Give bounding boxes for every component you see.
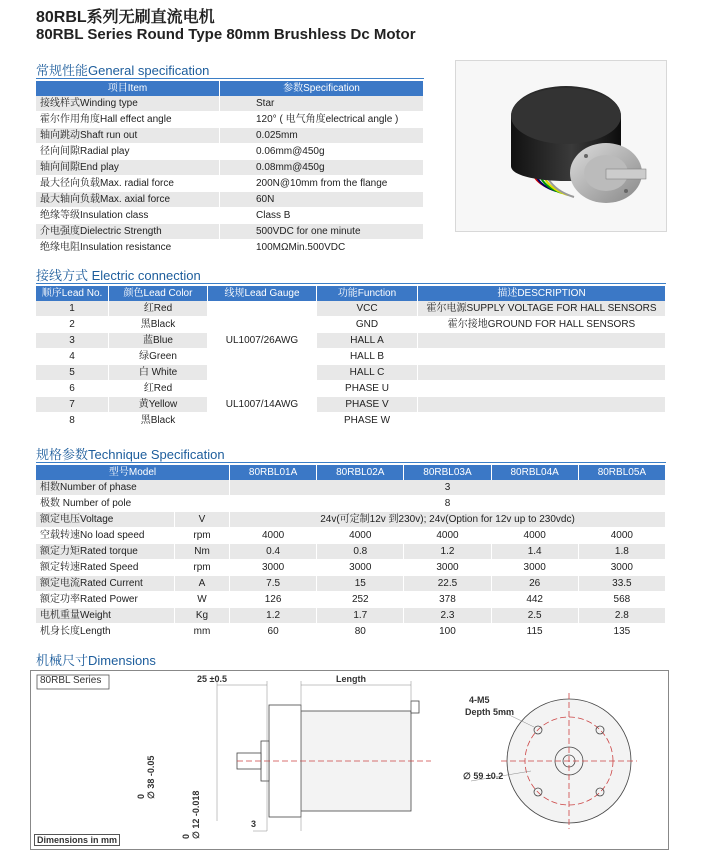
tech-value: 3000 xyxy=(578,560,665,576)
electric-row xyxy=(36,317,666,333)
tech-value: 1.4 xyxy=(491,544,578,560)
tech-value: 3000 xyxy=(404,560,491,576)
lead-description xyxy=(418,333,666,349)
electric-divider xyxy=(36,283,666,284)
electric-row xyxy=(36,333,666,349)
lead-function: PHASE W xyxy=(317,413,418,429)
general-row xyxy=(36,112,424,128)
general-col-item: 项目Item xyxy=(36,81,220,96)
tech-value: 4000 xyxy=(404,528,491,544)
general-row xyxy=(36,192,424,208)
tech-value: 26 xyxy=(491,576,578,592)
general-item: 径向间隙Radial play xyxy=(36,144,220,160)
electric-row xyxy=(36,381,666,397)
tech-value: 1.2 xyxy=(404,544,491,560)
lead-description xyxy=(418,397,666,413)
dim-38: 0 ∅ 38 -0.05 xyxy=(136,755,156,799)
tech-row-pole xyxy=(36,496,666,512)
tech-value: 135 xyxy=(578,624,665,640)
general-row xyxy=(36,208,424,224)
lead-description xyxy=(418,365,666,381)
depth-label: Depth 5mm xyxy=(465,707,515,717)
lead-no: 8 xyxy=(36,413,109,429)
tech-voltage-label: 额定电压Voltage xyxy=(36,512,175,528)
lead-gauge-group-2: UL1007/14AWG xyxy=(208,381,317,429)
general-item: 介电强度Dielectric Strength xyxy=(36,224,220,240)
tech-label: 额定转速Rated Speed xyxy=(36,560,175,576)
title-cn: 80RBL系列无刷直流电机 xyxy=(36,9,215,26)
tech-value: 15 xyxy=(317,576,404,592)
tech-value: 3000 xyxy=(491,560,578,576)
dim-3: 3 xyxy=(251,819,257,829)
tech-value: 33.5 xyxy=(578,576,665,592)
tech-label: 空载转速No load speed xyxy=(36,528,175,544)
electric-row xyxy=(36,413,666,429)
tech-value: 442 xyxy=(491,592,578,608)
units-label: Dimensions in mm xyxy=(34,834,120,846)
general-spec: Class B xyxy=(220,208,424,224)
tech-col-model-3: 80RBL03A xyxy=(404,465,491,480)
general-spec: 60N xyxy=(220,192,424,208)
general-spec: 500VDC for one minute xyxy=(220,224,424,240)
tech-row xyxy=(36,528,666,544)
lead-no: 4 xyxy=(36,349,109,365)
tech-col-model-2: 80RBL02A xyxy=(317,465,404,480)
tech-label: 电机重量Weight xyxy=(36,608,175,624)
tech-phase-value: 3 xyxy=(230,480,666,496)
tech-label: 机身长度Length xyxy=(36,624,175,640)
lead-no: 2 xyxy=(36,317,109,333)
lead-color: 红Red xyxy=(109,301,208,317)
general-item: 轴向跳动Shaft run out xyxy=(36,128,220,144)
tech-value: 2.8 xyxy=(578,608,665,624)
tech-value: 2.5 xyxy=(491,608,578,624)
lead-color: 红Red xyxy=(109,381,208,397)
general-row xyxy=(36,96,424,112)
tech-label: 额定力矩Rated torque xyxy=(36,544,175,560)
tech-value: 1.7 xyxy=(317,608,404,624)
tech-value: 378 xyxy=(404,592,491,608)
electric-row xyxy=(36,365,666,381)
lead-description xyxy=(418,349,666,365)
lead-description xyxy=(418,381,666,397)
general-section-title: 常规性能General specification xyxy=(36,63,210,78)
tech-row xyxy=(36,592,666,608)
lead-color: 白 White xyxy=(109,365,208,381)
tech-value: 3000 xyxy=(230,560,317,576)
general-item: 霍尔作用角度Hall effect angle xyxy=(36,112,220,128)
technique-divider xyxy=(36,462,666,463)
tech-unit: mm xyxy=(175,624,230,640)
general-row xyxy=(36,224,424,240)
electric-col-lead-no: 顺序Lead No. xyxy=(36,286,109,301)
electric-row xyxy=(36,397,666,413)
electric-col-description: 描述DESCRIPTION xyxy=(418,286,666,301)
electric-section-title: 接线方式 Electric connection xyxy=(36,268,201,283)
general-divider xyxy=(36,78,424,79)
tech-col-model-4: 80RBL04A xyxy=(491,465,578,480)
tech-value: 3000 xyxy=(317,560,404,576)
lead-function: HALL C xyxy=(317,365,418,381)
tech-value: 1.2 xyxy=(230,608,317,624)
general-spec: 0.08mm@450g xyxy=(220,160,424,176)
general-spec-table xyxy=(36,81,424,256)
technique-section-title: 规格参数Technique Specification xyxy=(36,447,225,462)
technique-spec-table xyxy=(36,465,666,640)
tech-value: 0.4 xyxy=(230,544,317,560)
tech-col-model: 型号Model xyxy=(36,465,230,480)
tech-pole-label: 极数 Number of pole xyxy=(36,496,230,512)
dimension-drawing-box xyxy=(30,670,669,850)
tech-value: 126 xyxy=(230,592,317,608)
lead-no: 6 xyxy=(36,381,109,397)
general-spec: 200N@10mm from the flange xyxy=(220,176,424,192)
series-label: 80RBL Series xyxy=(40,675,102,686)
tech-label: 额定功率Rated Power xyxy=(36,592,175,608)
lead-description xyxy=(418,413,666,429)
general-spec: 120° ( 电气角度electrical angle ) xyxy=(220,112,424,128)
lead-function: VCC xyxy=(317,301,418,317)
tech-value: 0.8 xyxy=(317,544,404,560)
tech-value: 2.3 xyxy=(404,608,491,624)
general-item: 绝缘等级Insulation class xyxy=(36,208,220,224)
general-spec: 100MΩMin.500VDC xyxy=(220,240,424,256)
general-col-spec: 参数Specification xyxy=(220,81,424,96)
lead-function: HALL B xyxy=(317,349,418,365)
tech-value: 1.8 xyxy=(578,544,665,560)
tech-value: 4000 xyxy=(317,528,404,544)
electric-connection-table xyxy=(36,286,666,429)
dimension-drawing xyxy=(31,671,668,849)
tech-value: 4000 xyxy=(230,528,317,544)
tech-value: 568 xyxy=(578,592,665,608)
tech-row-voltage xyxy=(36,512,666,528)
tech-row xyxy=(36,608,666,624)
tech-value: 4000 xyxy=(578,528,665,544)
general-row xyxy=(36,176,424,192)
lead-color: 黑Black xyxy=(109,317,208,333)
general-row xyxy=(36,160,424,176)
general-item: 最大径向负载Max. radial force xyxy=(36,176,220,192)
general-spec: 0.06mm@450g xyxy=(220,144,424,160)
general-row xyxy=(36,144,424,160)
electric-col-lead-gauge: 线规Lead Gauge xyxy=(208,286,317,301)
dimensions-section-title: 机械尺寸Dimensions xyxy=(36,653,156,668)
tech-unit: rpm xyxy=(175,528,230,544)
tech-value: 7.5 xyxy=(230,576,317,592)
dim-12: 0 ∅ 12 -0.018 xyxy=(181,790,201,839)
general-item: 接线样式Winding type xyxy=(36,96,220,112)
tech-voltage-value: 24v(可定制12v 到230v); 24v(Option for 12v up to 230vdc) xyxy=(230,512,666,528)
tech-row xyxy=(36,544,666,560)
tech-label: 额定电流Rated Current xyxy=(36,576,175,592)
dim-59: ∅ 59 ±0.2 xyxy=(463,771,504,781)
general-item: 最大轴向负载Max. axial force xyxy=(36,192,220,208)
electric-col-lead-color: 颜色Lead Color xyxy=(109,286,208,301)
lead-function: GND xyxy=(317,317,418,333)
tech-unit: A xyxy=(175,576,230,592)
dim-25: 25 ±0.5 xyxy=(197,674,227,684)
tech-value: 22.5 xyxy=(404,576,491,592)
lead-no: 5 xyxy=(36,365,109,381)
tech-pole-value: 8 xyxy=(230,496,666,512)
lead-gauge-group-1: UL1007/26AWG xyxy=(208,301,317,381)
title-en: 80RBL Series Round Type 80mm Brushless Dc Motor xyxy=(36,26,416,43)
lead-function: PHASE U xyxy=(317,381,418,397)
lead-color: 黑Black xyxy=(109,413,208,429)
general-row xyxy=(36,128,424,144)
side-view xyxy=(217,681,431,831)
tech-col-model-5: 80RBL05A xyxy=(578,465,665,480)
tech-value: 80 xyxy=(317,624,404,640)
tech-row xyxy=(36,624,666,640)
lead-color: 绿Green xyxy=(109,349,208,365)
tech-col-model-1: 80RBL01A xyxy=(230,465,317,480)
tech-value: 4000 xyxy=(491,528,578,544)
tech-unit: W xyxy=(175,592,230,608)
lead-color: 蓝Blue xyxy=(109,333,208,349)
tech-unit: rpm xyxy=(175,560,230,576)
lead-no: 1 xyxy=(36,301,109,317)
tech-value: 60 xyxy=(230,624,317,640)
tech-unit: Nm xyxy=(175,544,230,560)
lead-function: HALL A xyxy=(317,333,418,349)
lead-description: 霍尔电源SUPPLY VOLTAGE FOR HALL SENSORS xyxy=(418,301,666,317)
hole-label: 4-M5 xyxy=(469,695,490,705)
tech-value: 252 xyxy=(317,592,404,608)
dim-length: Length xyxy=(336,674,366,684)
general-item: 绝缘电阻Insulation resistance xyxy=(36,240,220,256)
tech-row-phase xyxy=(36,480,666,496)
lead-color: 黄Yellow xyxy=(109,397,208,413)
tech-phase-label: 相数Number of phase xyxy=(36,480,230,496)
tech-value: 100 xyxy=(404,624,491,640)
electric-col-function: 功能Function xyxy=(317,286,418,301)
general-row xyxy=(36,240,424,256)
electric-row xyxy=(36,349,666,365)
general-spec: Star xyxy=(220,96,424,112)
general-item: 轴向间隙End play xyxy=(36,160,220,176)
tech-unit: Kg xyxy=(175,608,230,624)
motor-photo-illustration xyxy=(456,61,666,231)
tech-row xyxy=(36,560,666,576)
lead-no: 7 xyxy=(36,397,109,413)
lead-function: PHASE V xyxy=(317,397,418,413)
lead-no: 3 xyxy=(36,333,109,349)
lead-description: 霍尔接地GROUND FOR HALL SENSORS xyxy=(418,317,666,333)
tech-voltage-unit: V xyxy=(175,512,230,528)
tech-row xyxy=(36,576,666,592)
motor-photo xyxy=(455,60,667,232)
tech-value: 115 xyxy=(491,624,578,640)
general-spec: 0.025mm xyxy=(220,128,424,144)
electric-row xyxy=(36,301,666,317)
